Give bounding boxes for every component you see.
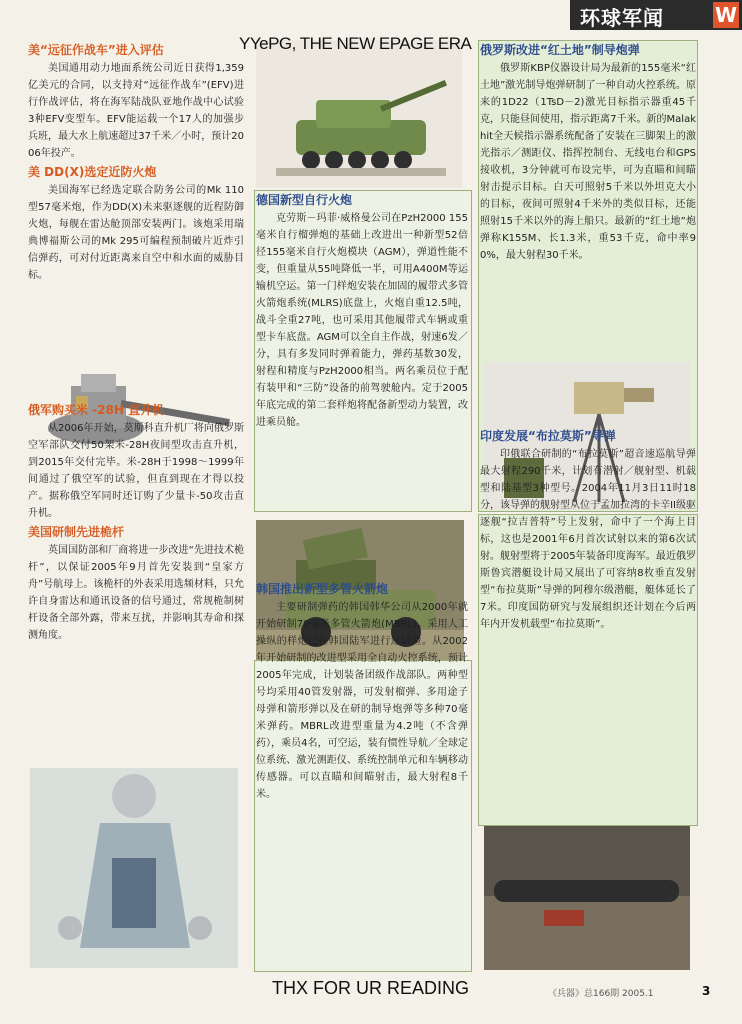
image-spacer — [256, 431, 468, 579]
article-body: 俄罗斯KBP仪器设计局为最新的155毫米“红土地”激光制导炮弹研制了一种自动火控系统。原来的1D22（1TsD－2)激光目标指示器重45千克，只能昼间使用，指示距离7千米。新的Malakhit全天候指示器系统配备了安装在三脚架上的激光指示／测距仪、指挥控制台、无线电台和GPS接收机，3分钟就可布设完毕，可为直瞄和间瞄射击提示目标。白天可照射5千米以外坦克大小的目标，夜间可照射4千米外的类似目标，还能照射15千米以外的海上船只。最新的“红土地”炮弹称K155M、长1.3米，重53千克，命中率90%，最大射程30千米。 — [480, 63, 696, 261]
article-title: 俄军购买米 -28H 直升机 — [28, 403, 165, 417]
article-body: 英国国防部和厂商将进一步改进“先进技术桅杆”，以保证2005年9月首先安装到“皇家方舟”号航母上。该桅杆的外表采用选频材料，只允许自身雷达和通讯设备的信号通过，常规桅制树杆设备全部外露，带来互扰，并影响其寿命和探测角度。 — [28, 545, 244, 641]
page-number: 3 — [702, 984, 711, 998]
section-badge: W — [714, 3, 738, 27]
article-title: 韩国推出新型多管火箭炮 — [256, 582, 389, 596]
article-body: 主要研制弹药的韩国韩华公司从2000年就开始研制70毫米多管火箭炮(MBRL)。采用人工操纵的样炮已在韩国陆军进行过试验。从2002年开始研制的改进型采用全自动火控系统，预计2005年完成，计划装备团级作战部队。两种型号均采用40管发射器，可发射榴弹、多用途子母弹和箭形弹以及在研的制导炮弹等多种70毫米弹药。MBRL改进型重量为4.2吨（不含弹药），乘员4名，可空运，装有惯性导航／全球定位系统、激光测距仪、系统控制单元和车辆移动传感器。可以直瞄和间瞄射击，最大射程8千米。 — [256, 602, 468, 800]
mast-model-photo — [30, 768, 238, 968]
article-title: 俄罗斯改进“红土地”制导炮弹 — [480, 43, 640, 57]
right-column — [480, 40, 696, 840]
article-title: 德国新型自行火炮 — [256, 193, 353, 207]
article-title: 美 DD(X)选定近防火炮 — [28, 165, 157, 179]
image-spacer — [28, 284, 244, 400]
article-title: 美“远征作战车”进入评估 — [28, 43, 164, 57]
article-body: 美国通用动力地面系统公司近日获得1,359亿美元的合同，以支持对“远征作战车”(EFV)进行作战评估，将在海军陆战队亚地作战中心试验3种EFV变型车。EFV能运载一个17人的加强步兵班，最大水上航速超过37千米／小时，预计2006年投产。 — [28, 63, 244, 159]
top-watermark: YYePG, THE NEW EPAGE ERA — [239, 34, 472, 53]
article-body: 印俄联合研制的“布拉莫斯”超音速巡航导弹最大射程290千米，计划有潜射／舰射型、机载型和陆基型3种型号。2004年11月3日11时18分，该导弹的舰射型从位于孟加拉湾的卡辛II级驱逐舰“拉吉普特”号上发射，命中了一个海上目标，这也是2001年6月首次试射以来的第6次试射。舰射型将于2005年装备印度海军。最近俄罗斯鲁宾潜艇设计局又展出了可容纳8枚垂直发射型“布拉莫斯”导弹的阿穆尔级潜艇，艇体延长了7米。印度国防研究与发展组织还计划在今后两年内开发机载型“布拉莫斯”。 — [480, 449, 696, 630]
section-header — [570, 0, 742, 30]
left-column — [28, 40, 244, 780]
article-body: 美国海军已经选定联合防务公司的Mk 110型57毫米炮，作为DD(X)未来驱逐舰的近程防御火炮，每舰在雷达舱顶部安装两门。该炮采用瑞典博福斯公司的Mk 295可编程预制破片近炸引信弹药，可对付近距离来自空中和水面的威胁目标。 — [28, 185, 244, 281]
article-title: 印度发展“布拉莫斯”导弹 — [480, 429, 616, 443]
article-body: 从2006年开始，莫斯科直升机厂将向俄罗斯空军部队交付50架米-28H夜间型攻击直升机，到2015年交付完毕。米-28H于1998～1999年间通过了俄空军的试验，但直到现在才得以投产。据称俄空军同时还订购了少量卡-50攻击直升机。 — [28, 423, 244, 519]
article-body: 克劳斯－玛菲·威格曼公司在PzH2000 155毫米自行榴弹炮的基础上改进出一种新型52倍径155毫米自行火炮模块（AGM），弹道性能不变，但重量从55吨降低一半，可用A400M等运输机空运。第一门样炮安装在加固的履带式多管火箭炮系统(MLRS)底盘上，火炮自重12.5吨，战斗全重27吨，也可采用其他履带式车辆或重型卡车底盘。AGM可以全自主作战，射速6发／分，具有多发同时弹着能力，弹药基数30发，射程和精度与PzH2000相当。两名乘员位于配有装甲和“三防”设备的前驾驶舱内。定于2005年底完成的第二套样炮将配备新型动力装置，改进乘员舱。 — [256, 213, 468, 428]
magazine-footer: 《兵器》总166期 2005.1 — [548, 989, 654, 999]
image-spacer — [480, 264, 696, 426]
bottom-watermark: THX FOR UR READING — [272, 978, 470, 998]
brahmos-missile-photo — [484, 826, 690, 970]
section-title: 环球军闻 — [580, 6, 664, 30]
article-title: 美国研制先进桅杆 — [28, 525, 125, 539]
middle-column — [256, 26, 468, 974]
